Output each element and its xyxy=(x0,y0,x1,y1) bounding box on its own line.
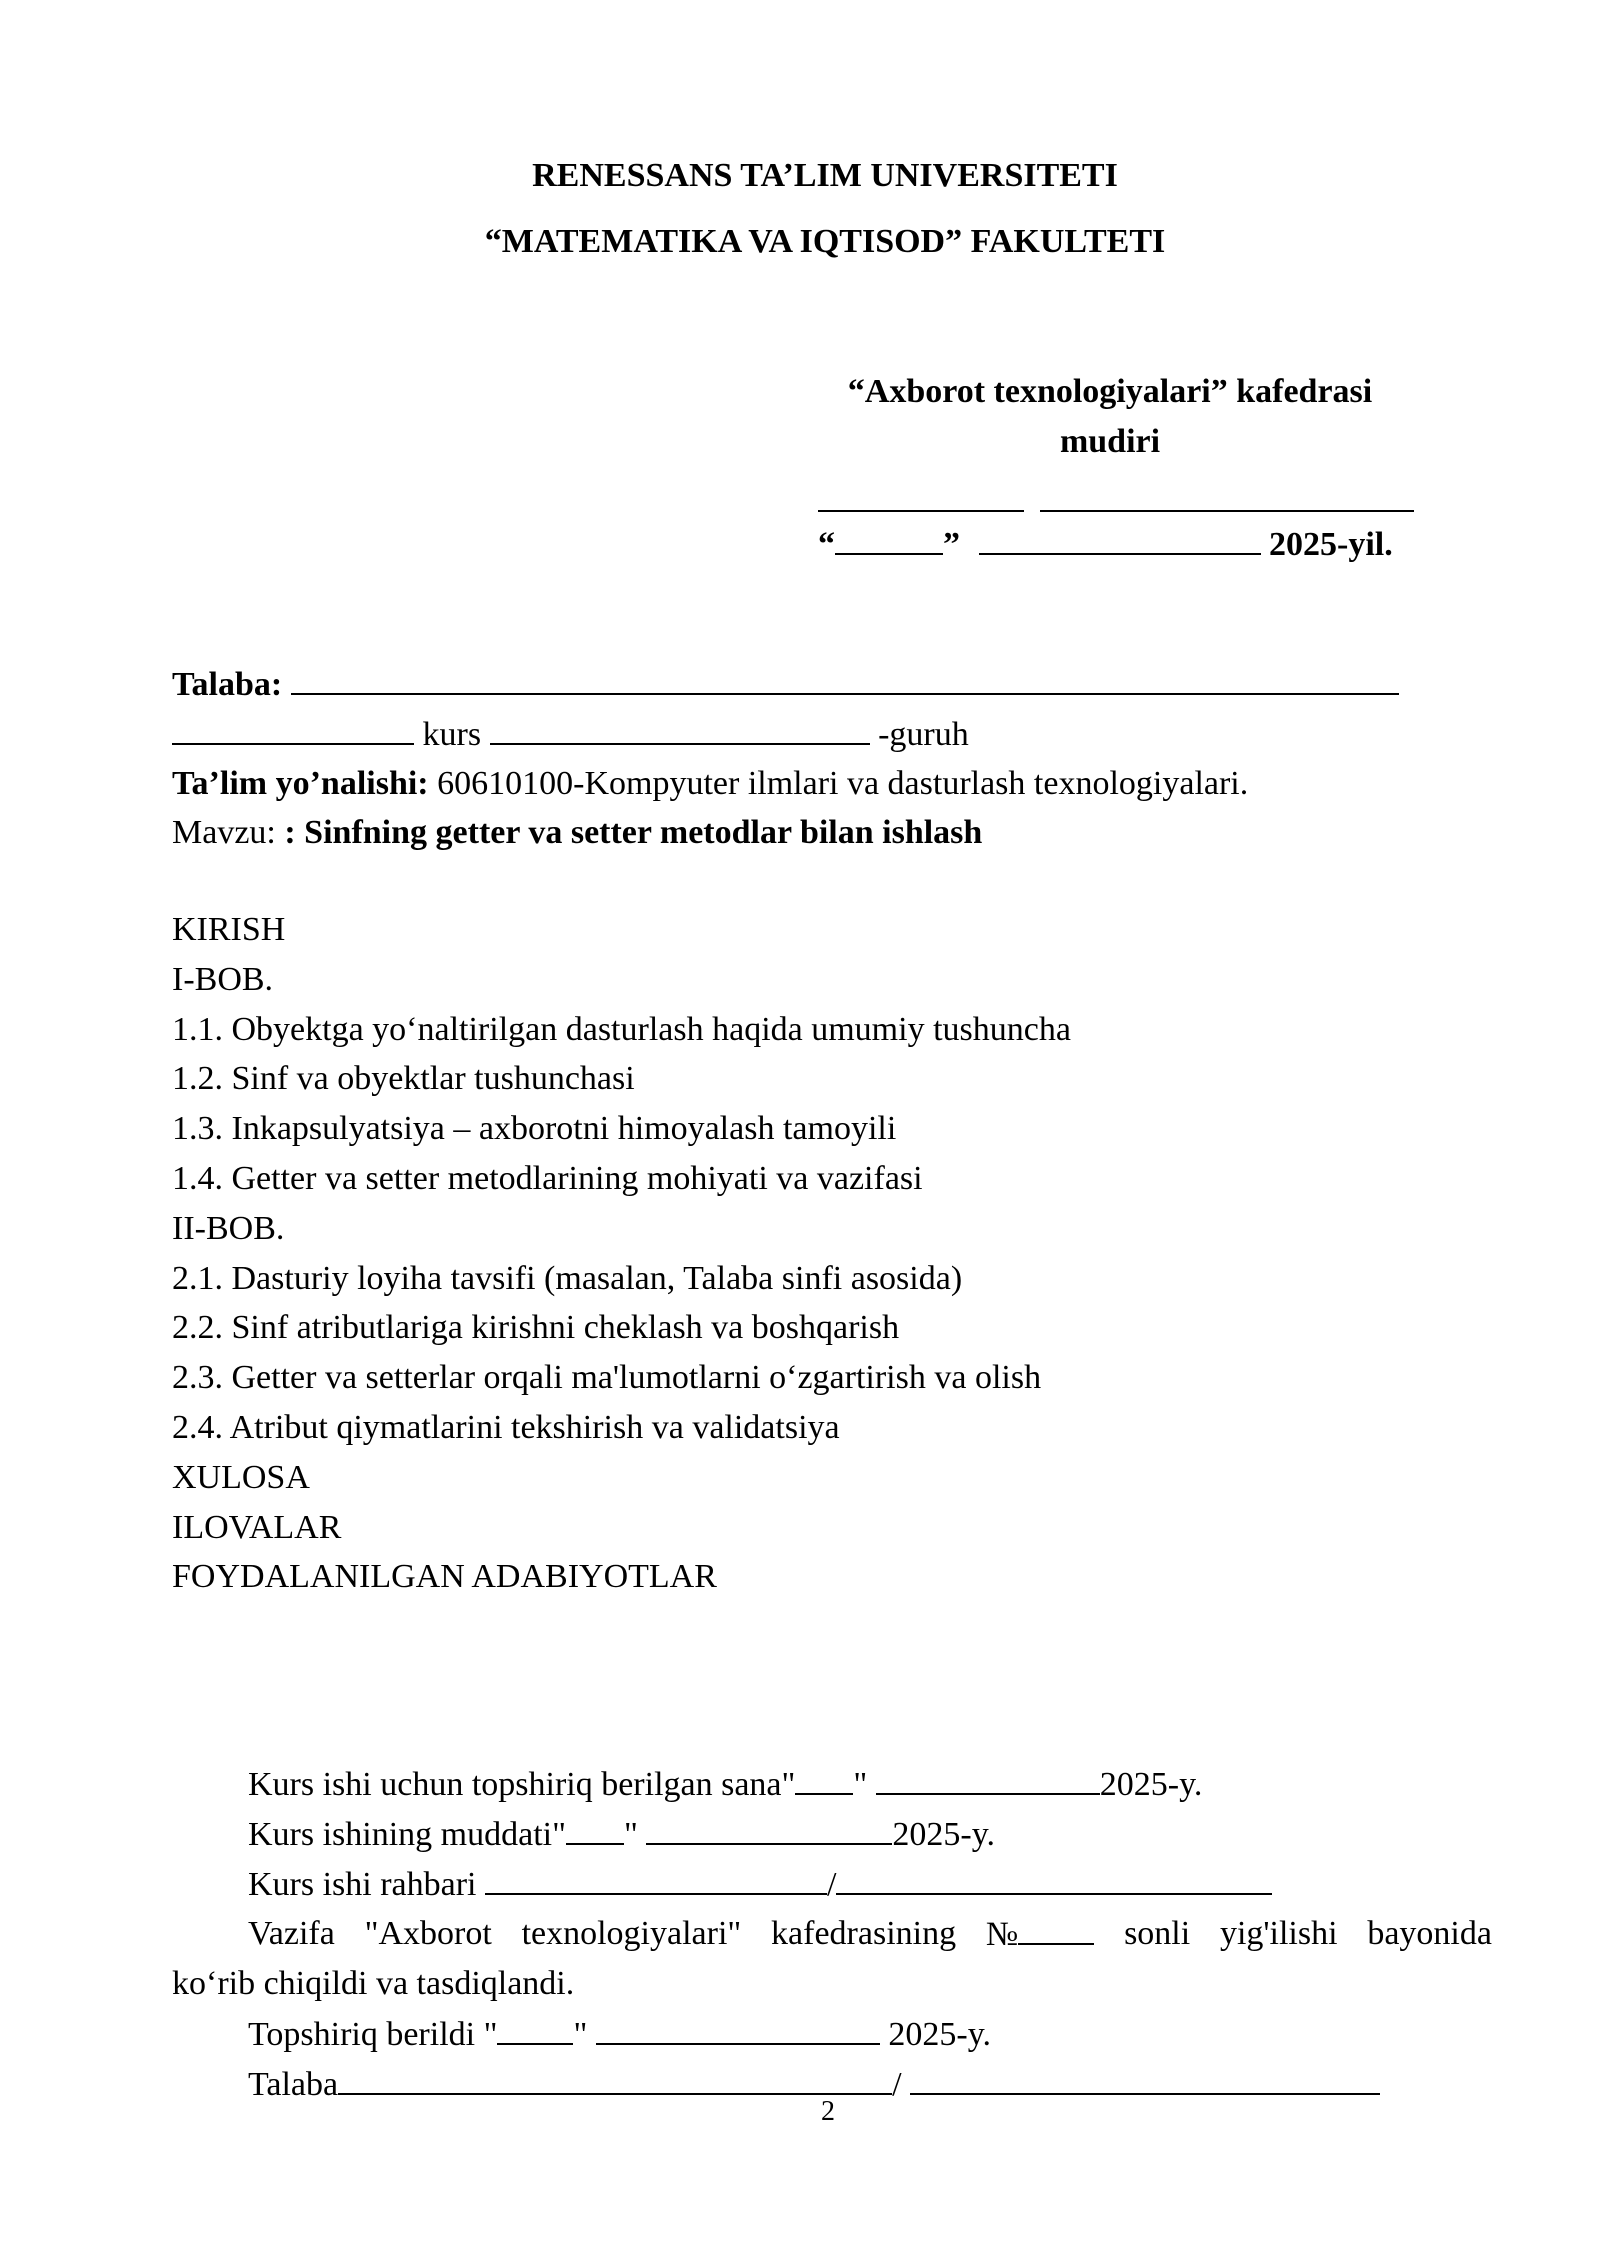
group-blank xyxy=(490,709,870,745)
toc-item: FOYDALANILGAN ADABIYOTLAR xyxy=(172,1558,717,1596)
deadline-day-blank xyxy=(566,1809,624,1845)
approval-day-blank xyxy=(835,519,943,555)
deadline-month-blank xyxy=(646,1809,892,1845)
number-sign: № xyxy=(985,1916,1019,1953)
toc-item: KIRISH xyxy=(172,911,286,948)
given-year: 2025-y. xyxy=(879,2016,991,2053)
approval-department-line: “Axborot texnologiyalari” kafedrasi xyxy=(847,373,1373,410)
table-of-contents xyxy=(172,905,1071,1602)
task-word: yig'ilishi xyxy=(1219,1915,1338,1952)
toc-item: 1.4. Getter va setter metodlarining mohiyati va vazifasi xyxy=(172,1159,923,1197)
approval-head-line: mudiri xyxy=(1059,423,1161,460)
toc-item: 1.3. Inkapsulyatsiya – axborotni himoyalash tamoyili xyxy=(172,1110,897,1148)
topic-line xyxy=(172,808,982,858)
toc-item: 1.1. Obyektga yo‘naltirilgan dasturlash haqida umumiy tushuncha xyxy=(172,1010,1071,1048)
supervisor-label: Kurs ishi rahbari xyxy=(248,1866,486,1903)
assigned-date-mid: " xyxy=(853,1766,876,1803)
task-number-group xyxy=(986,1909,1094,1960)
task-approval-line-2: ko‘rib chiqildi va tasdiqlandi. xyxy=(172,1965,575,2002)
course-group-line xyxy=(172,709,969,760)
given-month-blank xyxy=(596,2009,880,2045)
approval-month-blank xyxy=(979,519,1261,555)
student-label: Talaba: xyxy=(172,666,283,703)
toc-item: ILOVALAR xyxy=(172,1508,342,1546)
supervisor-separator: / xyxy=(827,1866,837,1903)
given-label: Topshiriq berildi " xyxy=(248,2016,498,2053)
assigned-month-blank xyxy=(876,1759,1100,1795)
given-day-blank xyxy=(497,2009,573,2045)
given-mid: " xyxy=(573,2016,596,2053)
assigned-day-blank xyxy=(795,1759,853,1795)
supervisor-signature-blank xyxy=(485,1859,827,1895)
task-word: Vazifa xyxy=(248,1915,335,1952)
approval-name-line xyxy=(1040,482,1414,512)
page-number: 2 xyxy=(821,2096,835,2127)
toc-item: I-BOB. xyxy=(172,960,274,998)
university-title: RENESSANS TA’LIM UNIVERSITETI xyxy=(532,157,1118,194)
toc-item: 2.1. Dasturiy loyiha tavsifi (masalan, Talaba sinfi asosida) xyxy=(172,1259,963,1297)
deadline-line xyxy=(248,1809,995,1860)
task-word: sonli xyxy=(1124,1915,1191,1952)
deadline-mid: " xyxy=(624,1816,647,1853)
direction-line xyxy=(172,759,1248,809)
meeting-number-blank xyxy=(1018,1909,1094,1945)
topic-value: : Sinfning getter va setter metodlar bilan ishlash xyxy=(284,814,983,851)
student-line xyxy=(172,659,1399,710)
student-name-signature-blank xyxy=(910,2059,1380,2095)
toc-item: 2.2. Sinf atributlariga kirishni cheklash va boshqarish xyxy=(172,1309,900,1347)
close-quote: ” xyxy=(943,526,960,563)
assigned-date-year: 2025-y. xyxy=(1099,1766,1203,1803)
supervisor-name-blank xyxy=(836,1859,1272,1895)
toc-item: XULOSA xyxy=(172,1458,310,1496)
direction-label: Ta’lim yo’nalishi: xyxy=(172,765,429,802)
topic-label: Mavzu: xyxy=(172,814,285,851)
toc-item: II-BOB. xyxy=(172,1209,285,1247)
course-blank xyxy=(172,709,414,745)
given-line xyxy=(248,2009,991,2060)
assigned-date-line xyxy=(248,1759,1202,1810)
task-word: "Axborot xyxy=(364,1915,492,1952)
approval-signature-line xyxy=(818,482,1024,512)
deadline-year: 2025-y. xyxy=(892,1816,996,1853)
toc-item: 2.4. Atribut qiymatlarini tekshirish va validatsiya xyxy=(172,1408,840,1446)
group-label: -guruh xyxy=(878,716,969,753)
approval-year: 2025-yil. xyxy=(1269,526,1393,563)
deadline-label: Kurs ishining muddati" xyxy=(248,1816,566,1853)
toc-item: 1.2. Sinf va obyektlar tushunchasi xyxy=(172,1060,635,1098)
student-signature-blank xyxy=(338,2059,892,2095)
task-word: texnologiyalari" xyxy=(521,1915,742,1952)
task-word: kafedrasining xyxy=(771,1915,957,1952)
open-quote: “ xyxy=(818,526,835,563)
faculty-title: “MATEMATIKA VA IQTISOD” FAKULTETI xyxy=(484,223,1166,260)
student-name-blank xyxy=(291,659,1399,695)
supervisor-line xyxy=(248,1859,1272,1910)
assigned-date-label: Kurs ishi uchun topshiriq berilgan sana" xyxy=(248,1766,796,1803)
course-label: kurs xyxy=(422,716,482,753)
approval-date-line xyxy=(818,519,1393,570)
direction-value: 60610100-Kompyuter ilmlari va dasturlash texnologiyalari. xyxy=(428,765,1249,802)
student-signature-label: Talaba xyxy=(248,2066,339,2103)
student-signature-separator: / xyxy=(892,2066,911,2103)
toc-item: 2.3. Getter va setterlar orqali ma'lumotlarni o‘zgartirish va olish xyxy=(172,1359,1042,1397)
task-word: bayonida xyxy=(1367,1915,1492,1952)
task-approval-line-1 xyxy=(248,1909,1492,1960)
